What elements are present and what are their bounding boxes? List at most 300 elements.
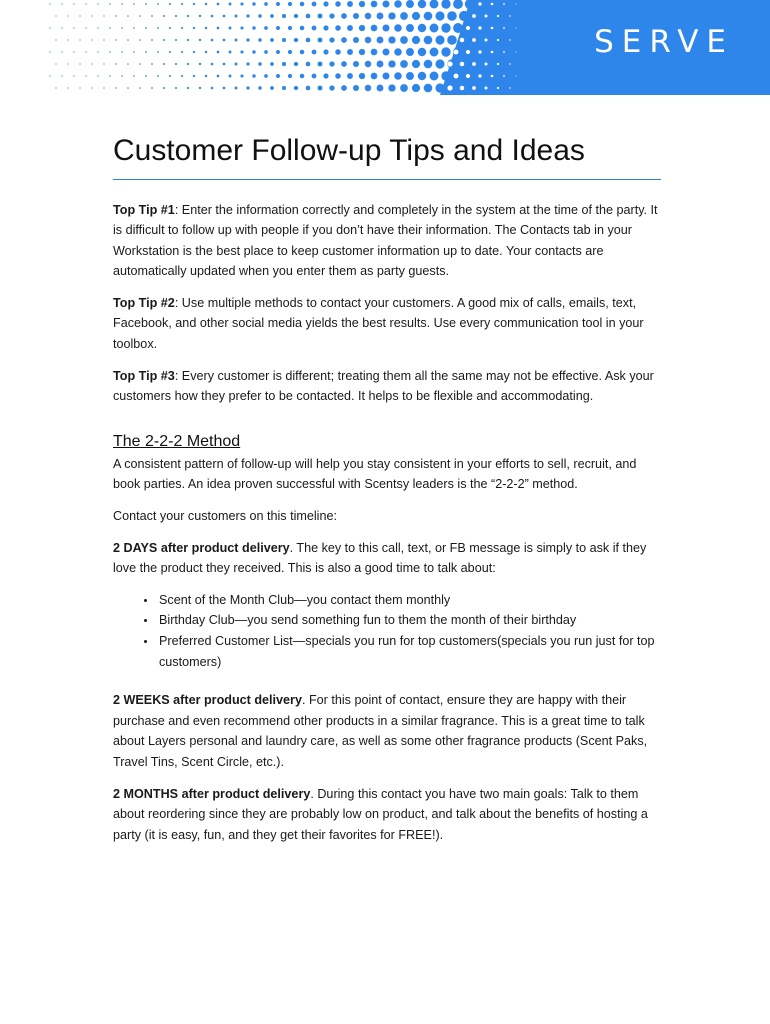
- halftone-dot: [359, 25, 365, 31]
- halftone-dot: [394, 72, 402, 80]
- halftone-dot: [491, 51, 494, 54]
- halftone-dot: [145, 51, 147, 53]
- halftone-dot: [460, 86, 465, 91]
- halftone-dot: [353, 37, 359, 43]
- halftone-dot: [329, 37, 334, 42]
- halftone-dot: [406, 72, 414, 80]
- halftone-dot: [447, 11, 457, 21]
- halftone-dot: [127, 15, 129, 17]
- halftone-dot: [282, 86, 286, 90]
- halftone-dot: [79, 87, 80, 88]
- two-weeks-paragraph: [113, 690, 661, 772]
- halftone-dot: [288, 2, 292, 6]
- halftone-dot: [515, 3, 516, 4]
- halftone-dot: [151, 15, 153, 17]
- tip-1: [113, 200, 661, 282]
- halftone-dot: [217, 27, 220, 30]
- halftone-dot: [323, 73, 328, 78]
- halftone-dot: [181, 75, 183, 77]
- halftone-dot: [127, 63, 129, 65]
- list-item: • Scent of the Month Club—you contact them monthly: [157, 590, 661, 611]
- halftone-dot: [509, 63, 510, 64]
- halftone-dot: [300, 2, 305, 7]
- halftone-dot: [282, 38, 286, 42]
- halftone-dot: [318, 62, 323, 67]
- halftone-dot: [441, 23, 450, 32]
- halftone-dot: [133, 75, 135, 77]
- halftone-dot: [115, 63, 116, 64]
- halftone-dot: [418, 72, 426, 80]
- halftone-dot: [497, 63, 499, 65]
- halftone-dot: [472, 62, 476, 66]
- halftone-dot: [323, 1, 328, 6]
- halftone-dot: [175, 87, 177, 89]
- halftone-dot: [169, 51, 171, 53]
- halftone-dot: [503, 51, 505, 53]
- halftone-dot: [288, 50, 292, 54]
- halftone-dot: [240, 2, 243, 5]
- halftone-dot: [365, 13, 371, 19]
- halftone-dot: [211, 87, 214, 90]
- halftone-dot: [329, 85, 334, 90]
- halftone-dot: [294, 14, 298, 18]
- halftone-dot: [55, 39, 56, 40]
- halftone-dot: [435, 11, 444, 20]
- halftone-dot: [441, 0, 450, 9]
- halftone-dot: [258, 38, 262, 42]
- halftone-dot: [246, 62, 249, 65]
- halftone-dot: [447, 61, 452, 66]
- halftone-dot: [377, 37, 384, 44]
- halftone-dot: [276, 2, 280, 6]
- halftone-dot: [163, 87, 165, 89]
- halftone-dot: [347, 1, 353, 7]
- halftone-dot: [472, 14, 476, 18]
- page-title: Customer Follow-up Tips and Ideas: [113, 134, 661, 180]
- halftone-dot: [229, 51, 232, 54]
- halftone-dot: [459, 11, 469, 21]
- halftone-dot: [491, 3, 494, 6]
- two-months-label: 2 MONTHS after product delivery: [113, 786, 311, 801]
- halftone-dot: [282, 62, 286, 66]
- halftone-dot: [288, 74, 292, 78]
- halftone-dot: [235, 15, 238, 18]
- halftone-dot: [91, 87, 92, 88]
- halftone-dot: [55, 63, 56, 64]
- halftone-dot: [240, 26, 243, 29]
- halftone-dot: [424, 12, 433, 21]
- halftone-dot: [300, 26, 305, 31]
- tip-3-text: : Every customer is different; treating them all the same may not be effective. Ask your customers how they prefer to be contacted. It helps to be flexible and accommodating.: [113, 368, 654, 404]
- halftone-dot: [312, 26, 317, 31]
- halftone-dot: [472, 86, 476, 90]
- halftone-dot: [258, 14, 262, 18]
- halftone-dot: [175, 15, 177, 17]
- halftone-dot: [235, 87, 238, 90]
- halftone-dot: [412, 60, 420, 68]
- halftone-dot: [485, 87, 488, 90]
- halftone-dot: [382, 0, 389, 7]
- halftone-dot: [127, 39, 129, 41]
- halftone-dot: [97, 75, 98, 76]
- halftone-dot: [312, 50, 317, 55]
- halftone-dot: [97, 51, 98, 52]
- halftone-dot: [515, 27, 516, 28]
- halftone-dot: [312, 74, 317, 79]
- halftone-dot: [400, 36, 408, 44]
- section-heading: The 2-2-2 Method: [113, 432, 241, 450]
- halftone-dot: [175, 63, 177, 65]
- halftone-dot: [306, 62, 311, 67]
- halftone-dot: [252, 2, 255, 5]
- halftone-dot: [49, 51, 50, 52]
- halftone-dot: [103, 87, 104, 88]
- halftone-dot: [412, 12, 420, 20]
- halftone-dot: [115, 15, 116, 16]
- halftone-dot: [377, 85, 384, 92]
- halftone-dot: [478, 2, 481, 5]
- halftone-dot: [335, 1, 341, 7]
- halftone-dot: [205, 75, 207, 77]
- halftone-dot: [294, 38, 298, 42]
- halftone-dot: [55, 15, 56, 16]
- halftone-dot: [193, 51, 195, 53]
- halftone-dot: [217, 75, 220, 78]
- halftone-dot: [515, 51, 516, 52]
- halftone-dot: [151, 87, 153, 89]
- halftone-dot: [264, 50, 268, 54]
- halftone-dot: [264, 26, 268, 30]
- list-item: • Birthday Club—you send something fun to them the month of their birthday: [157, 610, 661, 631]
- header-banner: [0, 0, 770, 95]
- halftone-dot: [223, 39, 226, 42]
- halftone-dot: [270, 38, 274, 42]
- halftone-dot: [258, 62, 262, 66]
- halftone-dot: [103, 39, 104, 40]
- tip-1-label: Top Tip #1: [113, 202, 175, 217]
- halftone-dot: [276, 74, 280, 78]
- halftone-dot: [61, 75, 62, 76]
- tip-3-label: Top Tip #3: [113, 368, 175, 383]
- halftone-dot: [447, 35, 457, 45]
- halftone-dot: [187, 39, 189, 41]
- halftone-dot: [282, 14, 286, 18]
- halftone-dot: [503, 75, 505, 77]
- halftone-dot: [67, 39, 68, 40]
- halftone-dot: [472, 38, 476, 42]
- halftone-dot: [288, 26, 292, 30]
- halftone-dot: [441, 71, 450, 80]
- halftone-dot: [181, 3, 183, 5]
- halftone-dot: [400, 12, 408, 20]
- halftone-dot: [430, 0, 439, 8]
- timeline-intro: Contact your customers on this timeline:: [113, 509, 337, 524]
- two-days-bullet-list: [113, 590, 661, 672]
- halftone-dot: [258, 86, 262, 90]
- halftone-dot: [246, 14, 249, 17]
- tip-1-text: : Enter the information correctly and completely in the system at the time of the party. It is difficult to follow up with people if you don’t have their information. The Contacts tab in your Workstation is the best place to keep customer information up to date. Your contacts are automatically updated when you enter them as party guests.: [113, 202, 658, 279]
- halftone-dot: [79, 63, 80, 64]
- halftone-dot: [73, 51, 74, 52]
- halftone-dot: [73, 3, 74, 4]
- halftone-dot: [127, 87, 129, 89]
- halftone-dot: [435, 59, 444, 68]
- halftone-dot: [169, 3, 171, 5]
- halftone-dot: [61, 51, 62, 52]
- halftone-dot: [329, 61, 334, 66]
- halftone-dot: [300, 74, 305, 79]
- halftone-dot: [205, 51, 207, 53]
- halftone-dot: [503, 27, 505, 29]
- halftone-dot: [424, 60, 433, 69]
- halftone-dot: [151, 63, 153, 65]
- halftone-dot: [73, 27, 74, 28]
- halftone-dot: [377, 13, 384, 20]
- halftone-dot: [478, 26, 481, 29]
- halftone-dot: [371, 25, 378, 32]
- halftone-dot: [85, 27, 86, 28]
- halftone-dot: [359, 1, 365, 7]
- two-days-text: . The key to this call, text, or FB message is simply to ask if they love the product they received. This is also a good time to talk about:: [113, 540, 647, 576]
- halftone-dot: [365, 85, 371, 91]
- halftone-dot: [406, 24, 414, 32]
- halftone-dot: [382, 24, 389, 31]
- halftone-dot: [418, 48, 426, 56]
- halftone-dot: [199, 63, 201, 65]
- halftone-dot: [235, 63, 238, 66]
- halftone-dot: [371, 73, 378, 80]
- halftone-dot: [91, 39, 92, 40]
- halftone-dot: [145, 75, 147, 77]
- halftone-dot: [217, 51, 220, 54]
- halftone-dot: [435, 35, 444, 44]
- halftone-dot: [139, 39, 141, 41]
- halftone-dot: [454, 74, 459, 79]
- halftone-dot: [430, 48, 439, 57]
- halftone-dot: [193, 75, 195, 77]
- halftone-dot: [418, 24, 426, 32]
- halftone-dot: [441, 47, 450, 56]
- halftone-dot: [359, 73, 365, 79]
- halftone-dot: [491, 75, 494, 78]
- halftone-dot: [353, 13, 359, 19]
- halftone-dot: [79, 15, 80, 16]
- halftone-dot: [133, 27, 135, 29]
- halftone-dot: [79, 39, 80, 40]
- halftone-dot: [466, 74, 470, 78]
- halftone-dot: [175, 39, 177, 41]
- halftone-dot: [133, 3, 135, 5]
- halftone-dot: [382, 72, 389, 79]
- halftone-dot: [406, 48, 414, 56]
- halftone-dot: [359, 49, 365, 55]
- halftone-dot: [211, 39, 214, 42]
- halftone-dot: [252, 50, 255, 53]
- halftone-dot: [97, 27, 98, 28]
- halftone-dot: [133, 51, 135, 53]
- halftone-dot: [478, 50, 481, 53]
- halftone-dot: [109, 75, 110, 76]
- two-weeks-label: 2 WEEKS after product delivery: [113, 693, 302, 708]
- halftone-dot: [187, 63, 189, 65]
- list-item: • Preferred Customer List—specials you run for top customers(specials you run just for top customers): [157, 631, 661, 672]
- halftone-dot: [205, 27, 207, 29]
- halftone-dot: [466, 50, 470, 54]
- halftone-dot: [49, 3, 50, 4]
- halftone-dot: [323, 49, 328, 54]
- halftone-dot: [55, 87, 56, 88]
- halftone-dot: [485, 15, 488, 18]
- halftone-dot: [157, 3, 159, 5]
- halftone-dot: [205, 3, 207, 5]
- halftone-dot: [294, 62, 298, 66]
- halftone-dot: [121, 51, 122, 52]
- halftone-dot: [353, 85, 359, 91]
- tip-3: [113, 366, 661, 407]
- halftone-dot: [91, 63, 92, 64]
- two-months-text: . During this contact you have two main goals: Talk to them about reordering since they are probably low on product, and talk about the benefits of hosting a party (it is easy, fun, and they get their favorites for FREE!).: [113, 786, 648, 842]
- halftone-dot: [67, 87, 68, 88]
- halftone-dot: [485, 63, 488, 66]
- halftone-dot: [497, 15, 499, 17]
- halftone-dot: [509, 87, 510, 88]
- halftone-dot: [223, 15, 226, 18]
- halftone-dot: [371, 49, 378, 56]
- halftone-dot: [300, 50, 305, 55]
- two-months-paragraph: [113, 784, 661, 846]
- halftone-dot: [341, 13, 347, 19]
- halftone-dot: [229, 75, 232, 78]
- halftone-dot: [503, 3, 505, 5]
- halftone-dot: [85, 75, 86, 76]
- halftone-dot: [169, 75, 171, 77]
- halftone-dot: [412, 84, 420, 92]
- halftone-dot: [306, 38, 311, 43]
- halftone-dot: [430, 72, 439, 81]
- halftone-dot: [61, 27, 62, 28]
- halftone-dot: [365, 37, 371, 43]
- halftone-dot: [109, 51, 110, 52]
- halftone-dot: [121, 75, 122, 76]
- halftone-dot: [223, 87, 226, 90]
- halftone-dot: [157, 51, 159, 53]
- halftone-dot: [252, 26, 255, 29]
- halftone-dot: [109, 27, 110, 28]
- halftone-dot: [485, 39, 488, 42]
- halftone-dot: [103, 63, 104, 64]
- halftone-dot: [388, 60, 395, 67]
- halftone-dot: [306, 14, 311, 19]
- brand-logo: SERVE: [594, 24, 734, 60]
- halftone-dot: [199, 87, 201, 89]
- halftone-dot: [497, 39, 499, 41]
- halftone-dot: [347, 25, 353, 31]
- halftone-dot: [270, 14, 274, 18]
- halftone-dot: [199, 15, 201, 17]
- halftone-dot: [430, 24, 439, 33]
- halftone-dot: [460, 62, 465, 67]
- halftone-dot: [240, 74, 243, 77]
- halftone-dot: [199, 39, 201, 41]
- halftone-dot: [509, 39, 510, 40]
- halftone-dot: [347, 73, 353, 79]
- halftone-dot: [509, 15, 510, 16]
- halftone-dot: [163, 63, 165, 65]
- halftone-dot: [61, 3, 62, 4]
- halftone-dot: [466, 26, 470, 30]
- halftone-dot: [193, 27, 195, 29]
- halftone-dot: [163, 39, 165, 41]
- halftone-dot: [49, 27, 50, 28]
- halftone-dot: [145, 3, 147, 5]
- halftone-dot: [394, 0, 402, 8]
- halftone-dot: [157, 27, 159, 29]
- halftone-dot: [447, 85, 452, 90]
- halftone-dot: [318, 14, 323, 19]
- halftone-dot: [85, 3, 86, 4]
- two-weeks-text: . For this point of contact, ensure they are happy with their purchase and even recommend other products in a similar fragrance. This is a great time to talk about Layers personal and laundry care, as well as some other fragrance products (Scent Paks, Travel Tins, Scent Circle, etc.).: [113, 693, 648, 769]
- halftone-dot: [252, 74, 255, 77]
- halftone-dot: [335, 25, 341, 31]
- halftone-dot: [223, 63, 226, 66]
- two-days-label: 2 DAYS after product delivery: [113, 540, 290, 555]
- halftone-dot: [187, 15, 189, 17]
- halftone-dot: [454, 50, 459, 55]
- halftone-dot: [294, 86, 298, 90]
- halftone-dot: [491, 27, 494, 30]
- halftone-dot: [169, 27, 171, 29]
- halftone-dot: [318, 86, 323, 91]
- halftone-dot: [406, 0, 414, 8]
- halftone-dot: [115, 39, 116, 40]
- halftone-dot: [388, 36, 395, 43]
- halftone-dot: [211, 63, 214, 66]
- halftone-dot: [412, 36, 420, 44]
- halftone-dot: [276, 26, 280, 30]
- halftone-dot: [424, 36, 433, 45]
- halftone-dot: [341, 85, 347, 91]
- halftone-dot: [270, 86, 274, 90]
- halftone-dot: [453, 23, 463, 33]
- halftone-dot: [306, 86, 311, 91]
- halftone-dot: [193, 3, 195, 5]
- method-intro: A consistent pattern of follow-up will help you stay consistent in your efforts to sell, recruit, and book parties. An idea proven successful with Scentsy leaders is the “2-2-2” method.: [113, 456, 637, 492]
- halftone-dot: [91, 15, 92, 16]
- halftone-dot: [211, 15, 214, 18]
- halftone-dot: [181, 51, 183, 53]
- halftone-dot: [329, 13, 334, 18]
- tip-2-text: : Use multiple methods to contact your customers. A good mix of calls, emails, text, Facebook, and other social media yields the best results. Use every communication tool in your toolbox.: [113, 295, 644, 352]
- halftone-dot: [121, 27, 122, 28]
- halftone-dot: [67, 63, 68, 64]
- halftone-dot: [67, 15, 68, 16]
- halftone-dot: [388, 12, 395, 19]
- halftone-dot: [394, 24, 402, 32]
- halftone-dot: [49, 75, 50, 76]
- halftone-dot: [394, 48, 402, 56]
- halftone-dot: [229, 27, 232, 30]
- halftone-dot: [400, 60, 408, 68]
- halftone-dot: [460, 38, 465, 43]
- halftone-dot: [246, 86, 249, 89]
- halftone-dot: [270, 62, 274, 66]
- halftone-dot: [264, 2, 268, 6]
- halftone-dot: [365, 61, 371, 67]
- halftone-dot: [497, 87, 499, 89]
- halftone-dot: [187, 87, 189, 89]
- halftone-dot: [151, 39, 153, 41]
- halftone-dot: [312, 2, 317, 7]
